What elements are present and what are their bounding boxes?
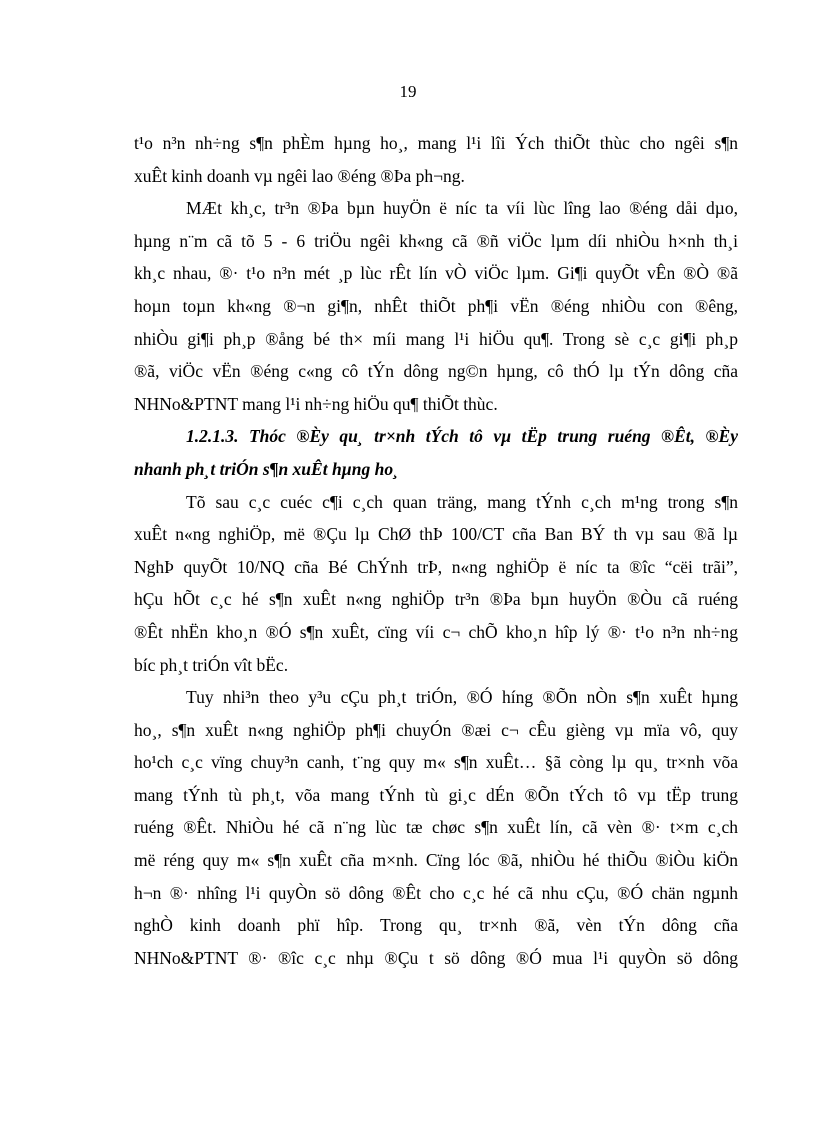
heading-line: 1.2.1.3. Thóc ®Èy qu¸ tr×nh tÝch tô vµ tËp trung ruéng ®Êt, ®Èy [186,426,738,447]
text-line: MÆt kh¸c, tr³n ®Þa bµn huyÖn ë níc ta víi lùc lîng lao ®éng dåi dµo, [186,198,738,219]
text-line: Tõ sau c¸c cuéc c¶i c¸ch quan träng, mang tÝnh c¸ch m¹ng trong s¶n [186,491,738,512]
paragraph [134,486,738,682]
text-line: kh¸c nhau, ®· t¹o n³n mét ¸p lùc rÊt lín vÒ viÖc lµm. Gi¶i quyÕt vÊn ®Ò ®ã [134,263,738,284]
paragraph [134,681,738,974]
text-line: ®Êt nhËn kho¸n ®Ó s¶n xuÊt, cïng víi c¬ chÕ kho¸n hîp lý ®· t¹o n³n nh÷ng [134,621,738,642]
page-number: 19 [399,82,417,101]
text-line: ho¹ch c¸c vïng chuy³n canh, t¨ng quy m« s¶n xuÊt… §ã còng lµ qu¸ tr×nh võa [134,752,738,773]
text-line: nhiÒu gi¶i ph¸p ®ång bé th× míi mang l¹i hiÖu qu¶. Trong sè c¸c gi¶i ph¸p [134,328,738,349]
text-line: ruéng ®Êt. NhiÒu hé cã n¨ng lùc tæ chøc s¶n xuÊt lín, cã vèn ®· t×m c¸ch [134,817,738,838]
text-line: xuÊt kinh doanh vµ ngêi lao ®éng ®Þa ph¬ng. [134,165,465,186]
text-line: NHNo&PTNT mang l¹i nh÷ng hiÖu qu¶ thiÕt thùc. [134,393,498,414]
text-line: nghÒ kinh doanh phï hîp. Trong qu¸ tr×nh ®ã, vèn tÝn dông cña [134,915,738,936]
heading-line: nhanh ph¸t triÓn s¶n xuÊt hµng ho¸ [134,458,399,479]
paragraph [134,192,738,420]
text-line: h¬n ®· nhîng l¹i quyÒn sö dông ®Êt cho c¸c hé cã nhu cÇu, ®Ó chän ngµnh [134,882,738,903]
paragraph [134,127,738,192]
text-line: hµng n¨m cã tõ 5 - 6 triÖu ngêi kh«ng cã ®ñ viÖc lµm díi nhiÒu h×nh th¸i [134,230,738,251]
text-line: NghÞ quyÕt 10/NQ cña Bé ChÝnh trÞ, n«ng nghiÖp ë níc ta ®îc “cëi trãi”, [134,556,738,577]
text-line: t¹o n³n nh÷ng s¶n phÈm hµng ho¸, mang l¹i lîi Ých thiÕt thùc cho ngêi s¶n [134,133,738,153]
text-line: ®ã, viÖc vËn ®éng c«ng cô tÝn dông ng©n hµng, cô thÓ lµ tÝn dông cña [134,361,738,382]
text-line: NHNo&PTNT ®· ®îc c¸c nhµ ®Çu t sö dông ®Ó mua l¹i quyÒn sö dông [134,947,738,968]
text-line: xuÊt n«ng nghiÖp, më ®Çu lµ ChØ thÞ 100/CT cña Ban BÝ th vµ sau ®ã lµ [134,524,738,545]
section-heading [134,420,738,485]
text-line: ho¸, s¶n xuÊt n«ng nghiÖp ph¶i chuyÓn ®æi c¬ cÊu gièng vµ mïa vô, quy [134,719,738,740]
document-body [134,127,738,974]
text-line: hÇu hÕt c¸c hé s¶n xuÊt n«ng nghiÖp tr³n ®Þa bµn huyÖn ®Òu cã ruéng [134,589,738,610]
text-line: Tuy nhi³n theo y³u cÇu ph¸t triÓn, ®Ó híng ®Õn nÒn s¶n xuÊt hµng [186,687,738,708]
text-line: bíc ph¸t triÓn vît bËc. [134,654,289,675]
text-line: mang tÝnh tù ph¸t, võa mang tÝnh tù gi¸c dÉn ®Õn tÝch tô vµ tËp trung [134,784,738,805]
text-line: hoµn toµn kh«ng ®¬n gi¶n, nhÊt thiÕt ph¶i vËn ®éng nhiÒu con ®êng, [134,295,738,316]
text-line: më réng quy m« s¶n xuÊt cña m×nh. Cïng lóc ®ã, nhiÒu hé thiÕu ®iÒu kiÖn [134,850,738,871]
